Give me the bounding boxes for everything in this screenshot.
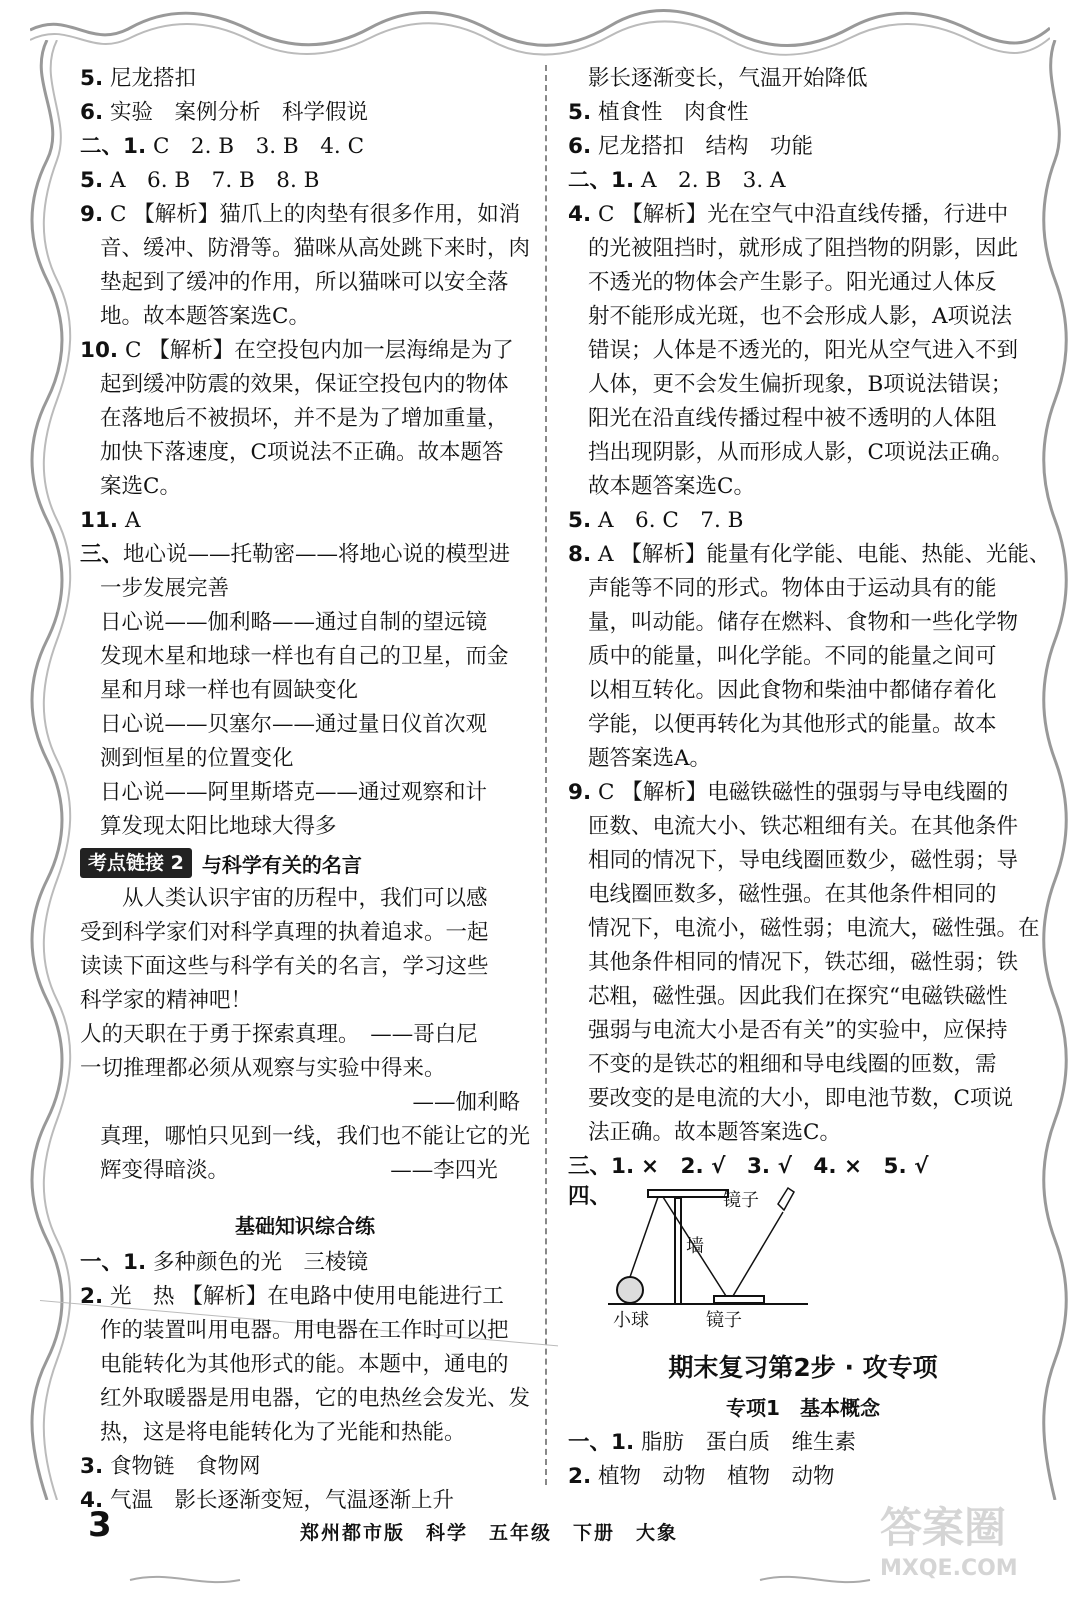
explanation-line: 在落地后不被损坏，并不是为了增加重量，	[100, 406, 509, 431]
quote-line: 真理，哪怕只见到一线，我们也不能让它的光	[100, 1124, 531, 1149]
watermark-url: MXQE.COM	[880, 1556, 1018, 1581]
explanation-line: 射不能形成光斑，也不会形成人影，A项说法	[588, 304, 1013, 329]
explanation-line: 日心说——贝塞尔——通过量日仪首次观	[100, 712, 488, 737]
explanation-line: 故本题答案选C。	[588, 474, 755, 499]
explanation-line: 人体，更不会发生偏折现象，B项说法错误；	[588, 372, 1013, 397]
explanation-line: 日心说——伽利略——通过自制的望远镜	[100, 610, 488, 635]
explanation-line: 法正确。故本题答案选C。	[588, 1120, 841, 1145]
explanation-line: 发现木星和地球一样也有自己的卫星，而金	[100, 644, 509, 669]
knowledge-link-title: 与科学有关的名言	[201, 852, 362, 877]
explanation-line: 不变的是铁芯的粗细和导电线圈的匝数，需	[588, 1052, 997, 1077]
quote-author: ——伽利略	[412, 1090, 520, 1115]
answer-line: 10. C 【解析】在空投包内加一层海绵是为了	[80, 338, 514, 363]
answer-line: 一、1. 脂肪 蛋白质 维生素	[568, 1430, 856, 1455]
decorative-left-border	[22, 40, 72, 1500]
answer-line: 三、地心说——托勒密——将地心说的模型进	[80, 542, 511, 567]
intro-line: 从人类认识宇宙的历程中，我们可以感	[122, 886, 488, 911]
explanation-line: 案选C。	[100, 474, 181, 499]
explanation-line: 日心说——阿里斯塔克——通过观察和计	[100, 780, 488, 805]
intro-line: 受到科学家们对科学真理的执着追求。一起	[80, 920, 489, 945]
answer-line: 二、1. A 2. B 3. A	[568, 168, 786, 193]
explanation-line: 阳光在沿直线传播过程中被不透明的人体阻	[588, 406, 997, 431]
explanation-line: 测到恒星的位置变化	[100, 746, 294, 771]
eye-icon	[778, 1188, 794, 1210]
mirror-diagram	[568, 1184, 1038, 1334]
explanation-line: 挡出现阴影，从而形成人影，C项说法正确。	[588, 440, 1013, 465]
explanation-line: 学能，以便再转化为其他形式的能量。故本	[588, 712, 997, 737]
explanation-line: 起到缓冲防震的效果，保证空投包内的物体	[100, 372, 509, 397]
section-subtitle: 专项1 基本概念	[726, 1396, 880, 1420]
explanation-line: 垫起到了缓冲的作用，所以猫咪可以安全落	[100, 270, 509, 295]
explanation-line: 量，叫动能。储存在燃料、食物和一些化学物	[588, 610, 1019, 635]
ball-label: 小球	[613, 1310, 649, 1331]
explanation-line: 芯粗，磁性强。因此我们在探究“电磁铁磁性	[588, 984, 1008, 1009]
answer-line: 8. A 【解析】能量有化学能、电能、热能、光能、	[568, 542, 1051, 567]
explanation-line: 影长逐渐变长，气温开始降低	[588, 66, 868, 91]
answer-line: 9. C 【解析】电磁铁磁性的强弱与导电线圈的	[568, 780, 1009, 805]
intro-line: 科学家的精神吧！	[80, 988, 253, 1013]
answer-line: 三、1. × 2. √ 3. √ 4. × 5. √	[568, 1154, 929, 1179]
knowledge-link-header	[80, 848, 530, 878]
section-four-label: 四、	[568, 1184, 612, 1209]
intro-line: 读读下面这些与科学有关的名言，学习这些	[80, 954, 489, 979]
explanation-line: 热，这是将电能转化为了光能和热能。	[100, 1420, 466, 1445]
answer-line: 4. 气温 影长逐渐变短，气温逐渐上升	[80, 1488, 454, 1513]
explanation-line: 相同的情况下，导电线圈匝数少，磁性弱；导	[588, 848, 1019, 873]
light-ray	[630, 1197, 658, 1277]
section-title: 基础知识综合练	[235, 1214, 375, 1238]
explanation-line: 地。故本题答案选C。	[100, 304, 310, 329]
explanation-line: 强弱与电流大小是否有关”的实验中，应保持	[588, 1018, 1008, 1043]
chapter-title: 期末复习第2步 · 攻专项	[668, 1353, 938, 1382]
explanation-line: 星和月球一样也有圆缺变化	[100, 678, 359, 703]
explanation-line: 情况下，电流小，磁性弱；电流大，磁性强。在	[588, 916, 1040, 941]
top-mirror-label: 镜子	[723, 1190, 759, 1211]
explanation-line: 匝数、电流大小、铁芯粗细有关。在其他条件	[588, 814, 1019, 839]
quote-line: 一切推理都必须从观察与实验中得来。	[80, 1056, 446, 1081]
answer-line: 6. 尼龙搭扣 结构 功能	[568, 134, 813, 159]
wall	[675, 1198, 681, 1304]
page-number: 3	[88, 1505, 112, 1545]
answer-line: 3. 食物链 食物网	[80, 1454, 261, 1479]
explanation-line: 质中的能量，叫化学能。不同的能量之间可	[588, 644, 997, 669]
decorative-right-border	[1040, 40, 1070, 1500]
footer-text: 郑州都市版 科学 五年级 下册 大象	[300, 1522, 679, 1544]
answer-line: 9. C 【解析】猫爪上的肉垫有很多作用，如消	[80, 202, 521, 227]
explanation-line: 红外取暖器是用电器，它的电热丝会发光、发	[100, 1386, 531, 1411]
quote-line: 辉变得暗淡。 ——李四光	[100, 1158, 498, 1183]
explanation-line: 一步发展完善	[100, 576, 230, 601]
quote-line: 人的天职在于勇于探索真理。 ——哥白尼	[80, 1022, 478, 1047]
answer-line: 11. A	[80, 508, 141, 533]
explanation-line: 要改变的是电流的大小，即电池节数，C项说	[588, 1086, 1013, 1111]
top-mirror	[648, 1190, 728, 1197]
answer-line: 6. 实验 案例分析 科学假说	[80, 100, 368, 125]
explanation-line: 算发现太阳比地球大得多	[100, 814, 337, 839]
answer-line: 5. 植食性 肉食性	[568, 100, 749, 125]
answer-line: 5. A 6. B 7. B 8. B	[80, 168, 320, 193]
wall-label: 墙	[686, 1236, 704, 1257]
answer-line: 5. A 6. C 7. B	[568, 508, 744, 533]
explanation-line: 不透光的物体会产生影子。阳光通过人体反	[588, 270, 997, 295]
answer-line: 2. 植物 动物 植物 动物	[568, 1464, 835, 1489]
answer-line: 5. 尼龙搭扣	[80, 66, 196, 91]
answer-line: 4. C 【解析】光在空气中沿直线传播，行进中	[568, 202, 1009, 227]
right-column	[568, 62, 1051, 1494]
decorative-top-border	[30, 0, 1050, 60]
column-divider	[545, 65, 547, 1485]
answer-line: 一、1. 多种颜色的光 三棱镜	[80, 1250, 368, 1275]
explanation-line: 其他条件相同的情况下，铁芯细，磁性弱；铁	[588, 950, 1019, 975]
bottom-mirror	[714, 1296, 764, 1303]
bottom-mirror-label: 镜子	[706, 1310, 742, 1331]
answer-line: 二、1. C 2. B 3. B 4. C	[80, 134, 365, 159]
explanation-line: 加快下落速度，C项说法不正确。故本题答	[100, 440, 504, 465]
explanation-line: 声能等不同的形式。物体由于运动具有的能	[588, 576, 997, 601]
watermark-text: 答案圈	[880, 1503, 1007, 1552]
explanation-line: 音、缓冲、防滑等。猫咪从高处跳下来时，肉	[100, 236, 531, 261]
watermark	[880, 1500, 1060, 1600]
ball	[617, 1277, 643, 1303]
explanation-line: 电线圈匝数多，磁性强。在其他条件相同的	[588, 882, 997, 907]
knowledge-link-badge: 考点链接 2	[80, 848, 192, 878]
explanation-line: 的光被阻挡时，就形成了阻挡物的阴影，因此	[588, 236, 1019, 261]
left-column	[80, 62, 530, 1518]
explanation-line: 作的装置叫用电器。用电器在工作时可以把	[100, 1318, 509, 1343]
explanation-line: 以相互转化。因此食物和柴油中都储存着化	[588, 678, 997, 703]
explanation-line: 题答案选A。	[588, 746, 712, 771]
light-ray	[733, 1212, 783, 1296]
explanation-line: 电能转化为其他形式的能。本题中，通电的	[100, 1352, 509, 1377]
explanation-line: 错误；人体是不透光的，阳光从空气进入不到	[588, 338, 1019, 363]
answer-line: 2. 光 热 【解析】在电路中使用电能进行工	[80, 1284, 504, 1309]
